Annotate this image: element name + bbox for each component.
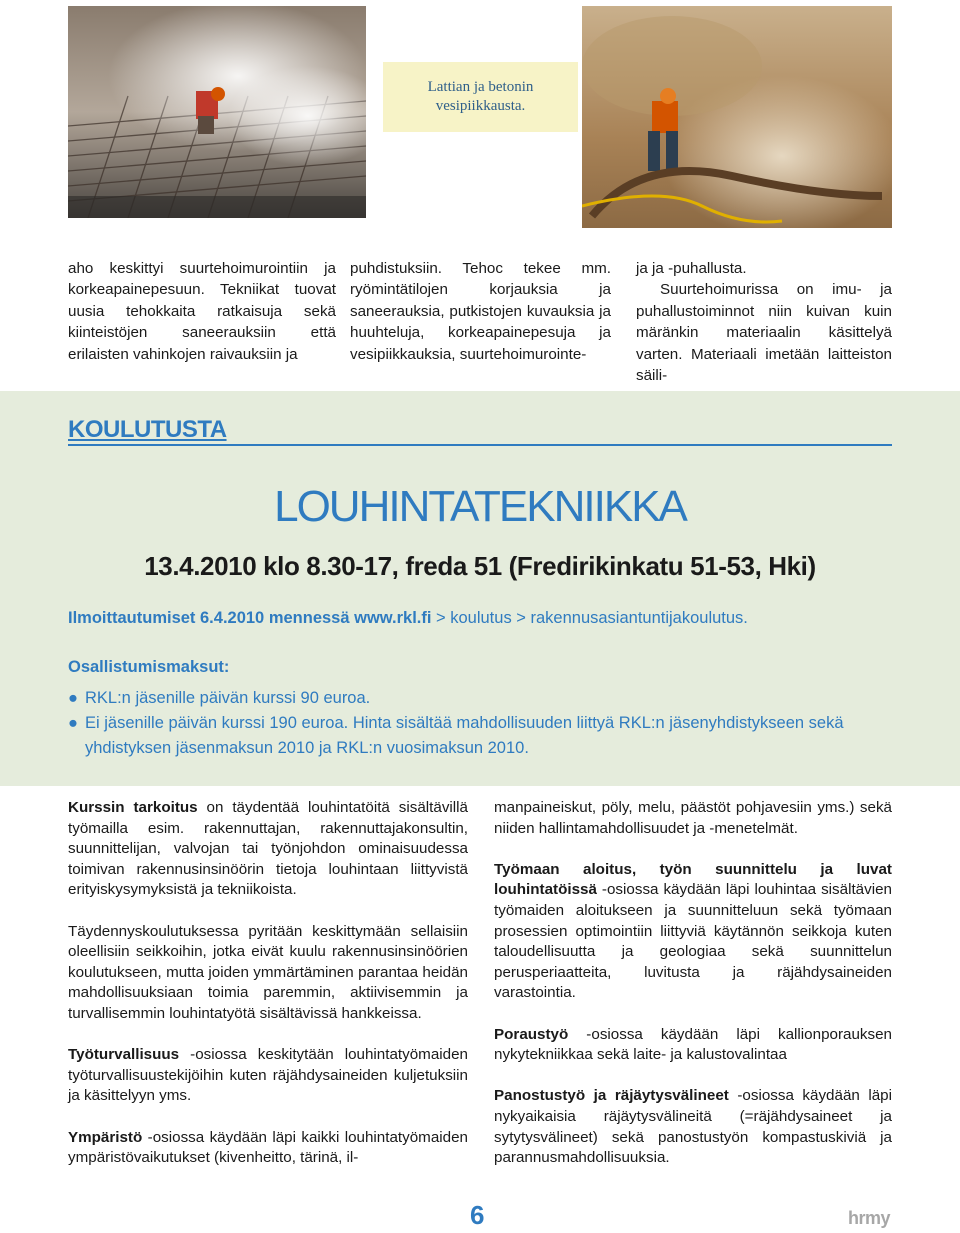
intro-text-3a: ja ja -puhallusta.	[636, 260, 747, 277]
body-column-1	[68, 798, 468, 1189]
registration-link[interactable]: Ilmoittautumiset 6.4.2010 mennessä www.rkl.fi	[68, 609, 432, 627]
bullet-icon: ●	[68, 714, 78, 732]
section-header-text: KOULUTUSTA	[68, 416, 227, 443]
fee-item	[68, 711, 898, 761]
body-paragraph	[494, 798, 892, 839]
body-paragraph	[494, 860, 892, 1004]
caption-text: Lattian ja betonin vesipiikkausta.	[427, 79, 534, 114]
fee-item	[68, 686, 898, 711]
paragraph-text: -osiossa käydään läpi kaikki louhintatyömaiden ympäristövaikutukset (kivenheitto, tärinä, il-	[68, 1128, 468, 1167]
course-title: LOUHINTATEKNIIKKA	[274, 482, 686, 531]
photo-caption	[383, 62, 578, 132]
body-paragraph	[68, 1045, 468, 1107]
paragraph-lead: Panostustyö ja räjäytysvälineet	[494, 1087, 729, 1105]
paragraph-lead: Poraustyö	[494, 1025, 569, 1043]
paragraph-text: -osiossa käydään läpi kallionporauksen nykytekniikkaa sekä laite- ja kalustovalintaa	[494, 1025, 892, 1064]
page-number: 6	[470, 1200, 485, 1230]
body-paragraph	[494, 1025, 892, 1066]
publication-logo: hrmy	[848, 1208, 891, 1228]
body-paragraph	[68, 1128, 468, 1169]
fee-text: RKL:n jäsenille päivän kurssi 90 euroa.	[85, 689, 371, 707]
course-date-line: 13.4.2010 klo 8.30-17, freda 51 (Fredirikinkatu 51-53, Hki)	[144, 551, 816, 581]
paragraph-text: on täydentää louhintatöitä sisältävillä työmailla esim. rakennuttajan, rakennuttajakonsultin, suunnittelijan, valvojan tai työnjohdon ominaisuudessa toimivan rakennusinsinöörin tietoja louhintaan liittyvistä erityiskysymyksistä ja tekniikoista.	[68, 799, 468, 899]
body-paragraph	[68, 922, 468, 1025]
paragraph-lead: Ympäristö	[68, 1128, 143, 1146]
photo-floor-blasting	[582, 6, 892, 228]
body-paragraph	[68, 798, 468, 901]
paragraph-text: -osiossa käydään läpi nykyaikaisia räjäytysvälineitä (=räjähdysaineet ja sytytysvälineet) sekä panostustyön kompastuskiviä ja parannusmahdollisuuksia.	[494, 1087, 892, 1167]
paragraph-text: -osiossa käydään läpi louhintaa sisältävien työmaiden aloitukseen ja suunnitteluun sekä työmaan prosessien optimointiin liittyviä käytännön seikkoja kuten taloudellisuutta ja geologiaa sekä suunnittelun perusperiaatteita, luvitusta ja räjähdysaineiden varastointia.	[494, 881, 892, 1002]
paragraph-text: Täydennyskoulutuksessa pyritään keskittymään sellaisiin oleellisiin seikkoihin, jotka eivät kuulu rakennusinsinöörien koulutukseen, mutta joiden ymmärtäminen parantaa heidän mahdollisuuksiaan toimia paremmin, aktiivisemmin ja turvallisemmin louhintatyötä sisältävissä hankkeissa.	[68, 922, 468, 1022]
intro-text-1: aho keskittyi suurtehoimurointiin ja korkeapainepesuun. Tekniikat tuovat uusia tehokkaita ratkaisuja sekä kiinteistöjen saneerauksiin että erilaisten vahinkojen raivauksiin ja	[68, 260, 336, 363]
bullet-icon: ●	[68, 689, 78, 707]
intro-column-1	[68, 258, 336, 365]
body-column-2	[494, 798, 892, 1189]
section-header	[68, 416, 892, 446]
intro-text-2: puhdistuksiin. Tehoc tekee mm. ryömintätilojen korjauksia ja saneerauksia, putkistojen kuvauksia ja huuhteluja, korkeapainepesuja ja vesipiikkauksia, suurtehoimurointe-	[350, 260, 611, 363]
paragraph-lead: Työturvallisuus	[68, 1046, 180, 1064]
paragraph-lead: Kurssin tarkoitus	[68, 799, 198, 816]
intro-column-3	[636, 258, 892, 386]
registration-path: > koulutus > rakennusasiantuntijakoulutus.	[431, 609, 748, 627]
paragraph-text: manpaineiskut, pöly, melu, päästöt pohjavesiin yms.) sekä niiden hallintamahdollisuudet ja -menetelmät.	[494, 799, 892, 837]
fee-text: Ei jäsenille päivän kurssi 190 euroa. Hinta sisältää mahdollisuuden liittyä RKL:n jäsenyhdistykseen sekä yhdistyksen jäsenmaksun 2010 ja RKL:n vuosimaksun 2010.	[85, 714, 844, 757]
paragraph-lead: Työmaan aloitus, työn suunnittelu ja luvat louhintatöissä	[494, 860, 892, 899]
registration-line	[68, 609, 748, 628]
fees-list	[68, 686, 898, 761]
intro-column-2	[350, 258, 611, 365]
photo-rebar-steam-washing	[68, 6, 366, 218]
body-paragraph	[494, 1086, 892, 1168]
intro-text-3b: Suurtehoimurissa on imu- ja puhallustoiminnot niin kuivan kuin märänkin materiaalin käsittelyä varten. Materiaali imetään laitteiston säili-	[636, 281, 892, 385]
fees-title: Osallistumismaksut:	[68, 658, 230, 676]
paragraph-text: -osiossa keskitytään louhintatyömaiden työturvallisuustekijöihin kuten räjähdysaineiden kuljetuksiin ja käsittelyyn yms.	[68, 1046, 468, 1105]
